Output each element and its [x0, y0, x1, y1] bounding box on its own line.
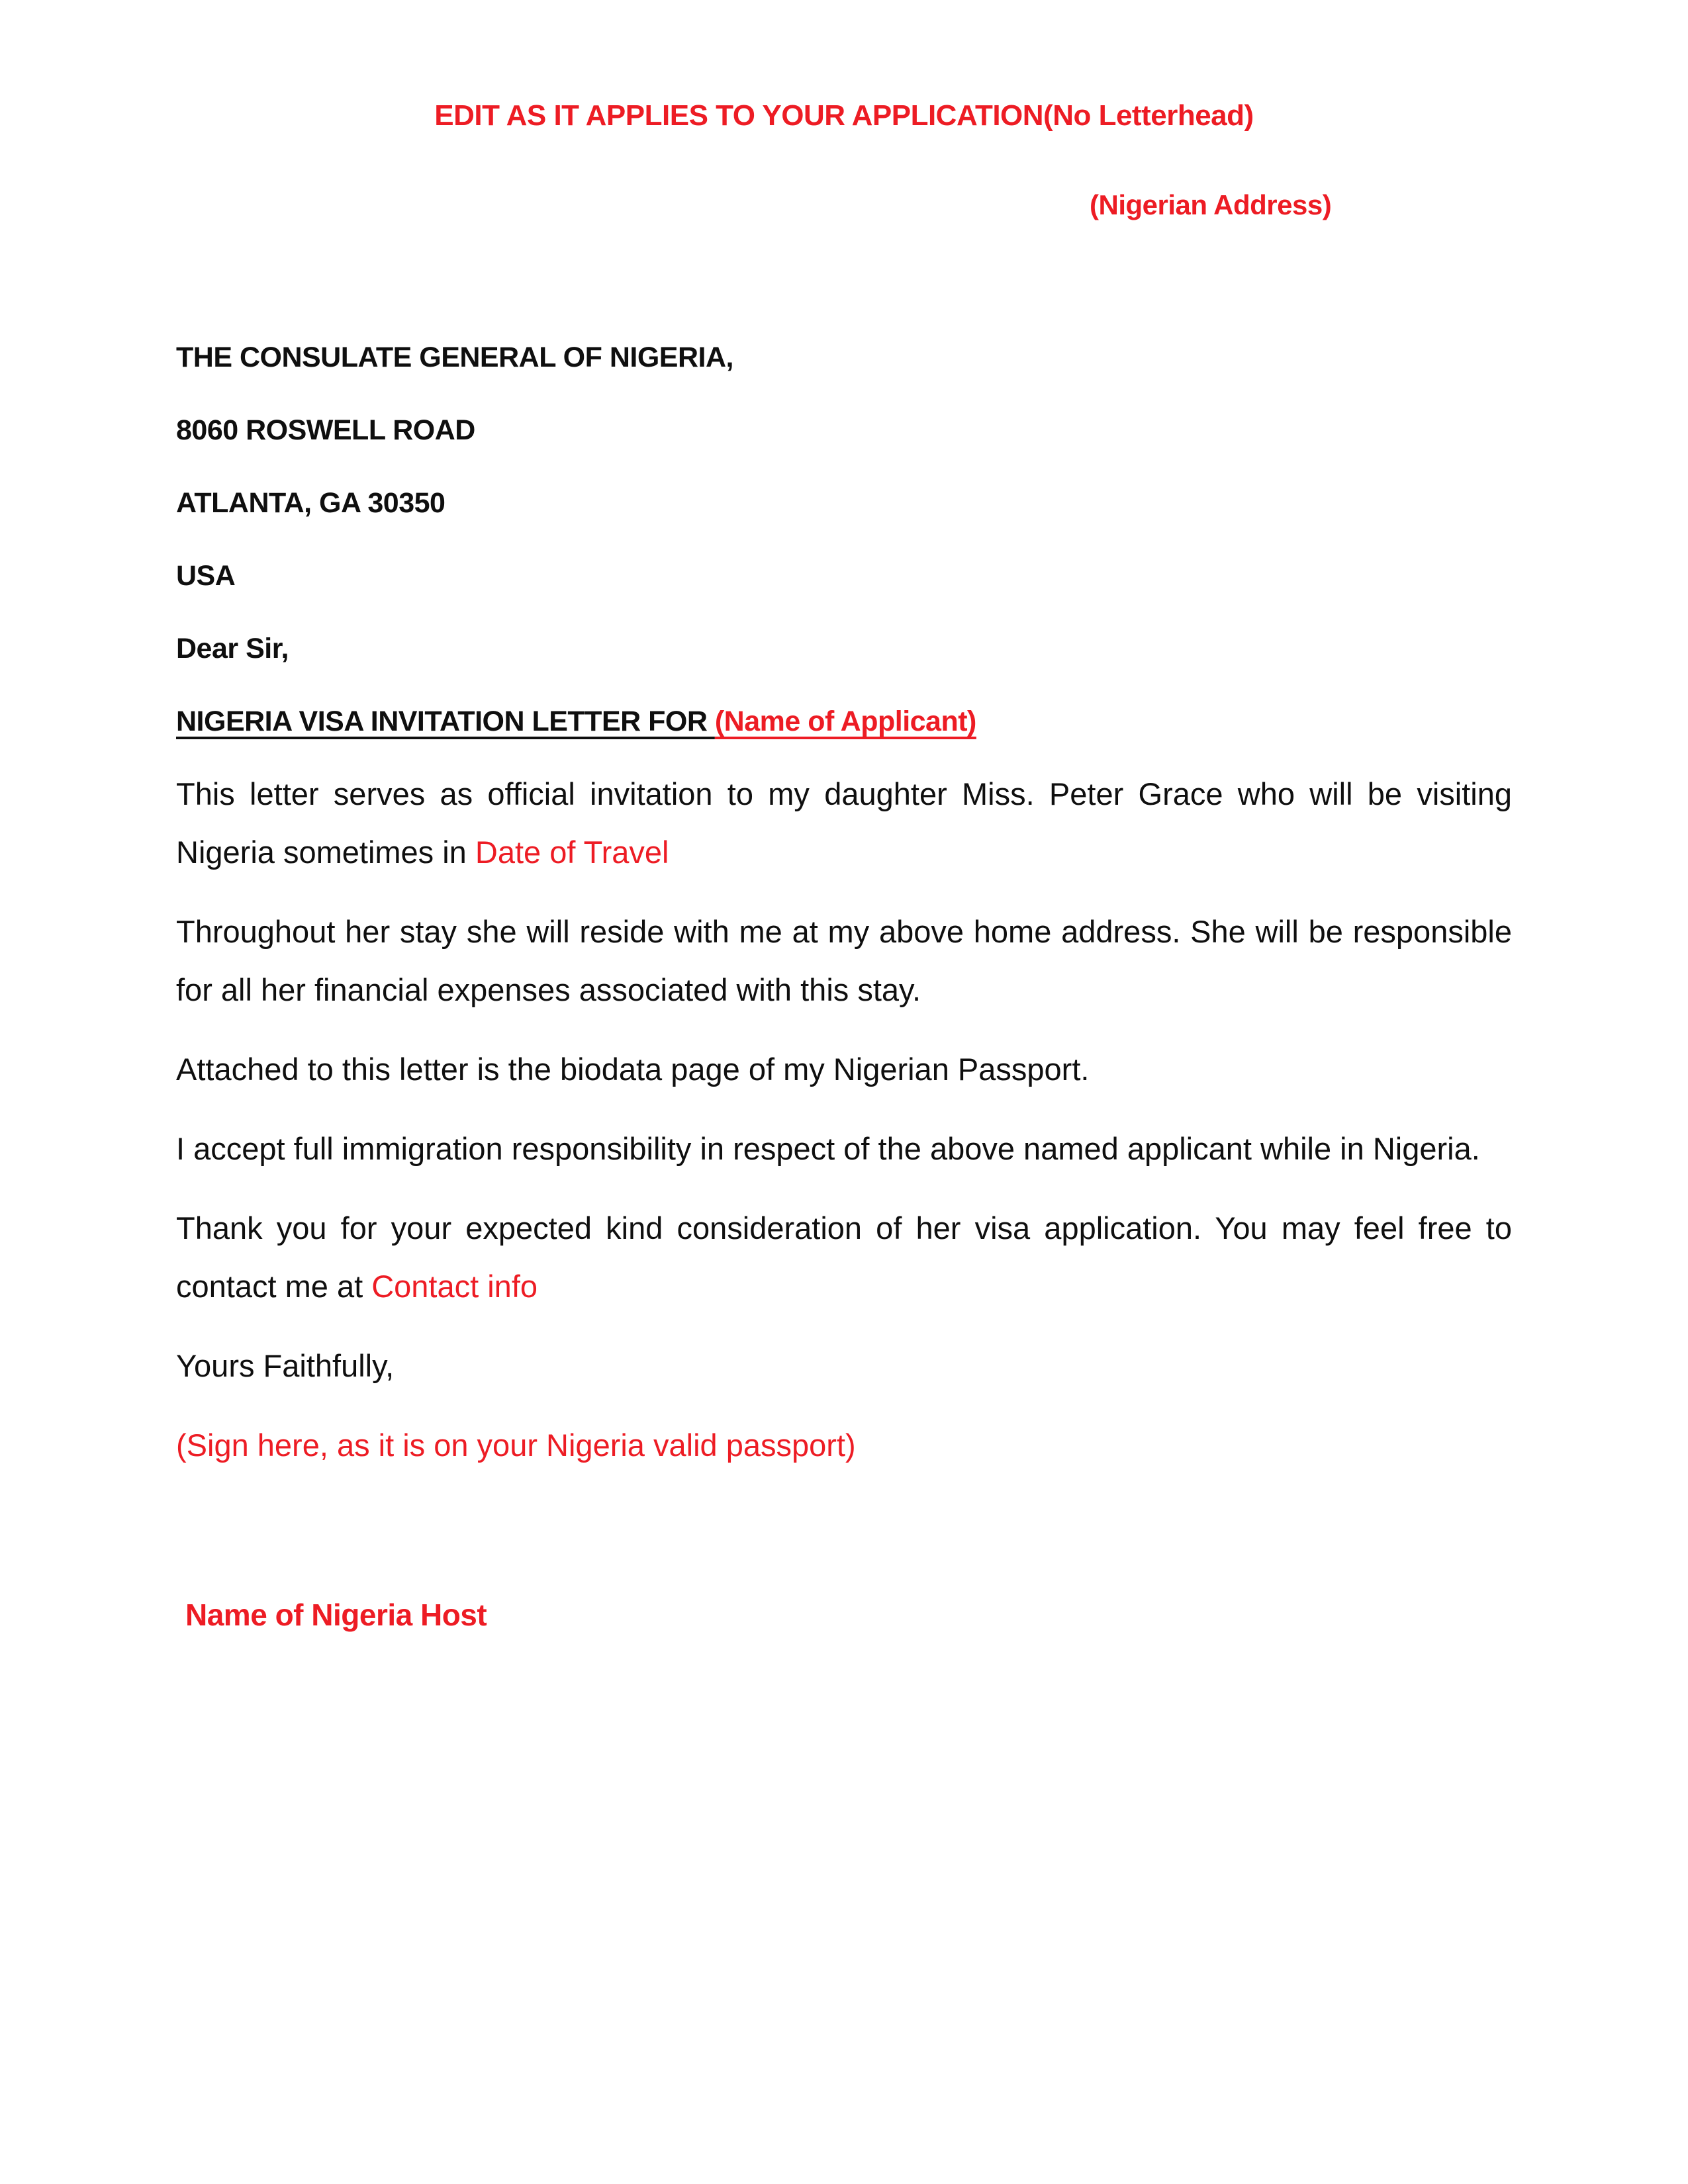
recipient-address-block — [176, 340, 1512, 593]
body-paragraph-invitation: This letter serves as official invitation to my daughter Miss. Peter Grace who will be visiting Nigeria sometimes in Date of Travel — [176, 776, 1512, 870]
body-paragraph-responsibility: I accept full immigration responsibility in respect of the above named applicant while in Nigeria. — [176, 1131, 1480, 1166]
subject-line: NIGERIA VISA INVITATION LETTER FOR (Name of Applicant) — [176, 705, 976, 737]
body-paragraph-residence: Throughout her stay she will reside with me at my above home address. She will be responsible for all her financial expenses associated with this stay. — [176, 914, 1512, 1007]
recipient-line-consulate: THE CONSULATE GENERAL OF NIGERIA, — [176, 341, 733, 373]
recipient-line-street: 8060 ROSWELL ROAD — [176, 414, 475, 446]
recipient-line-country: USA — [176, 560, 236, 592]
host-name-placeholder: Name of Nigeria Host — [185, 1598, 487, 1632]
sign-here-instruction: (Sign here, as it is on your Nigeria valid passport) — [176, 1428, 856, 1463]
body-paragraph-attachment: Attached to this letter is the biodata page of my Nigerian Passport. — [176, 1052, 1090, 1087]
recipient-line-city: ATLANTA, GA 30350 — [176, 487, 445, 519]
edit-instruction-heading: EDIT AS IT APPLIES TO YOUR APPLICATION(No Letterhead) — [434, 99, 1254, 132]
body-paragraph-thanks: Thank you for your expected kind consideration of her visa application. You may feel free to contact me at Contact info — [176, 1210, 1512, 1304]
salutation: Dear Sir, — [176, 633, 289, 664]
valediction: Yours Faithfully, — [176, 1348, 395, 1383]
nigerian-address-placeholder: (Nigerian Address) — [1090, 189, 1332, 220]
